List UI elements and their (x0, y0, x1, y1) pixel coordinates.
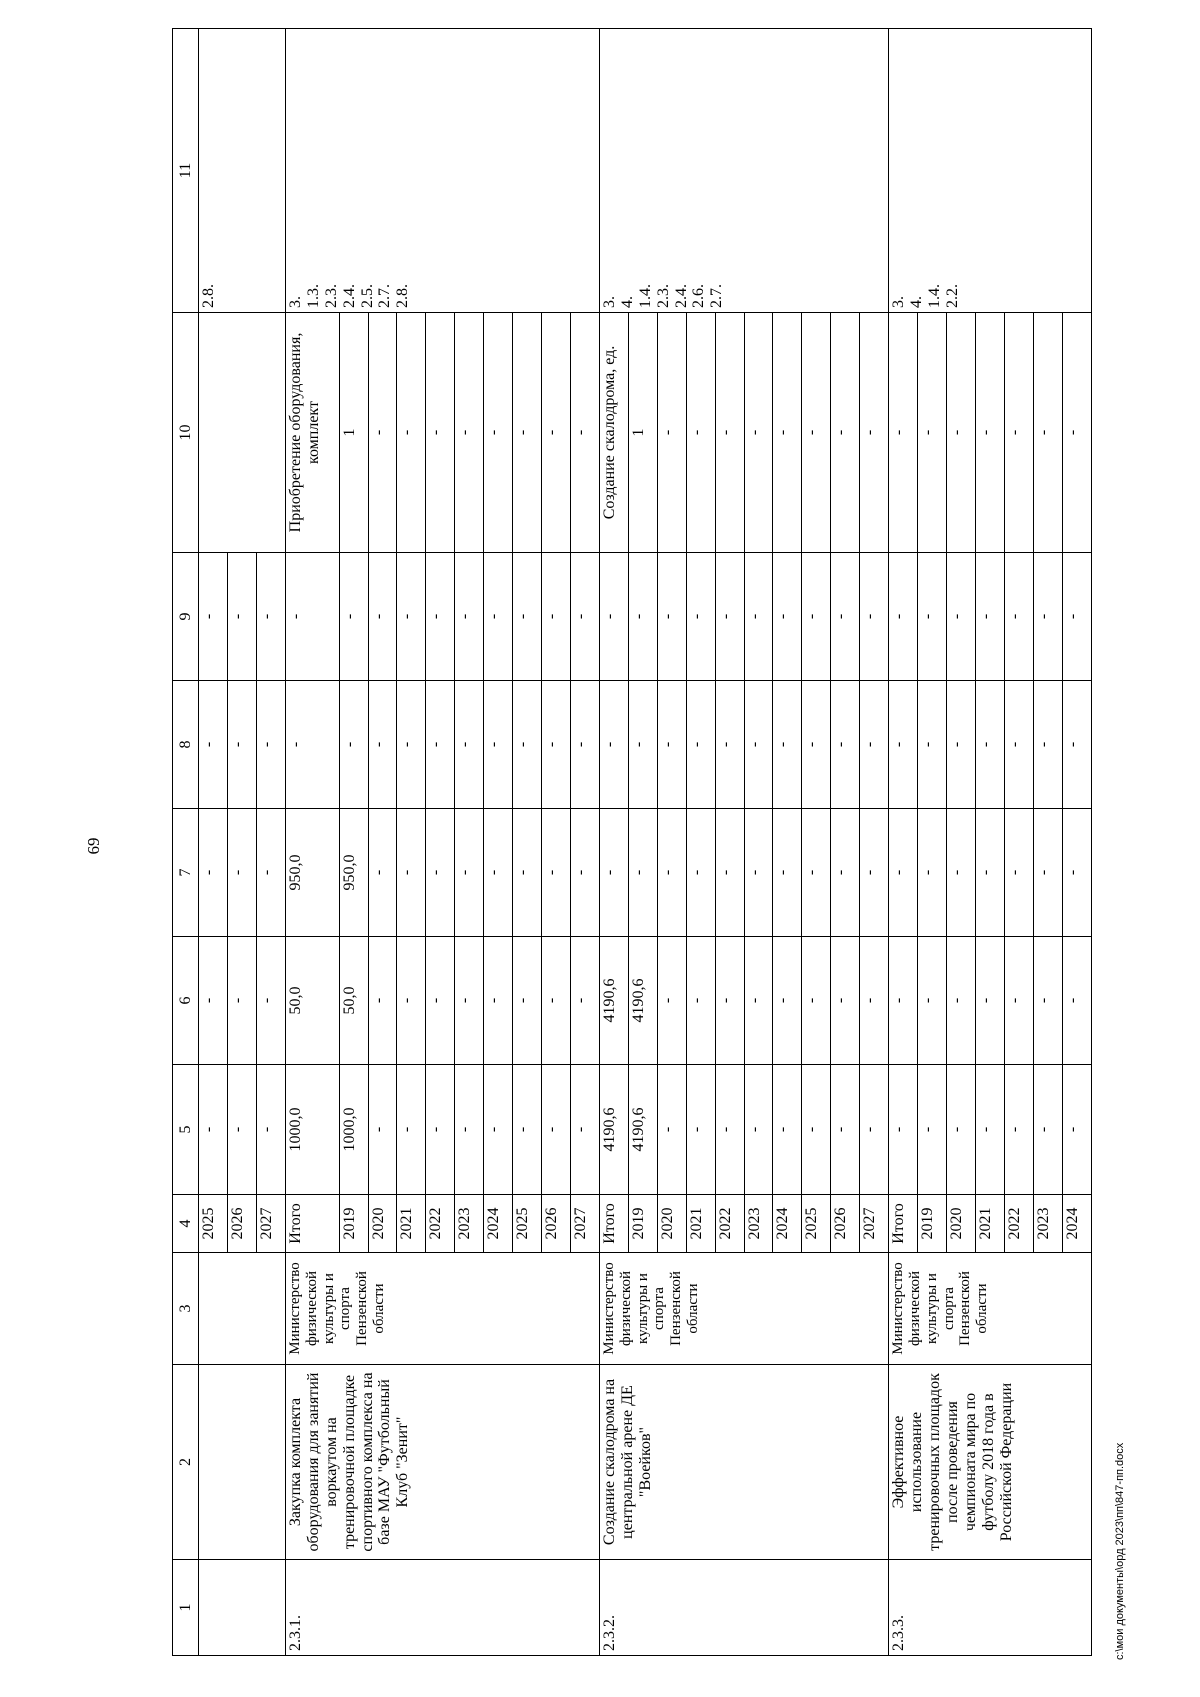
indicator-value-cell: - (542, 313, 571, 553)
table-row (599, 29, 628, 1656)
indicator-value-cell: - (484, 313, 513, 553)
value-cell: - (368, 553, 397, 681)
year-cell: 2024 (1062, 1195, 1091, 1253)
links-cell: 3. 4. 1.4. 2.2. (889, 29, 1092, 313)
value-cell: - (513, 553, 542, 681)
value-cell: - (1033, 681, 1062, 809)
value-cell: - (715, 809, 744, 937)
value-cell: - (542, 1065, 571, 1195)
column-header: 9 (173, 553, 199, 681)
value-cell: - (571, 553, 600, 681)
indicator-value-cell: - (802, 313, 831, 553)
year-cell: 2019 (918, 1195, 947, 1253)
value-cell: - (889, 681, 918, 809)
value-cell: 950,0 (339, 809, 368, 937)
value-cell: - (657, 553, 686, 681)
value-cell: - (199, 1065, 228, 1195)
value-cell: - (542, 553, 571, 681)
value-cell: - (1062, 937, 1091, 1065)
year-cell: 2022 (426, 1195, 455, 1253)
value-cell: 4190,6 (599, 1065, 628, 1195)
value-cell: - (228, 809, 257, 937)
indicator-value-cell: - (831, 313, 860, 553)
value-cell: - (918, 937, 947, 1065)
column-header: 11 (173, 29, 199, 313)
value-cell: - (1062, 681, 1091, 809)
value-cell: - (773, 681, 802, 809)
value-cell: - (860, 809, 889, 937)
value-cell: - (368, 809, 397, 937)
value-cell: - (339, 553, 368, 681)
value-cell: - (599, 553, 628, 681)
year-cell: 2023 (455, 1195, 484, 1253)
value-cell: - (455, 937, 484, 1065)
year-cell: Итого (599, 1195, 628, 1253)
value-cell: - (744, 809, 773, 937)
value-cell: - (831, 553, 860, 681)
value-cell: - (802, 937, 831, 1065)
year-cell: Итого (889, 1195, 918, 1253)
value-cell: 50,0 (285, 937, 339, 1065)
value-cell: - (599, 681, 628, 809)
value-cell: - (744, 937, 773, 1065)
value-cell: - (715, 681, 744, 809)
value-cell: - (918, 553, 947, 681)
value-cell: - (484, 809, 513, 937)
value-cell: - (1004, 681, 1033, 809)
rotated-table-wrapper (172, 39, 1092, 1656)
year-cell: 2020 (368, 1195, 397, 1253)
year-cell: 2024 (484, 1195, 513, 1253)
value-cell: - (1004, 553, 1033, 681)
table-row (199, 29, 228, 1656)
indicator-value-cell: - (715, 313, 744, 553)
item-number-cell: 2.3.3. (889, 1560, 1092, 1656)
value-cell: - (1033, 937, 1062, 1065)
value-cell: - (773, 809, 802, 937)
item-name-cell: Закупка комплекта оборудования для занятий воркаутом на тренировочной площадке спортивного комплекса на базе МАУ "Футбольный Клуб "Зенит" (285, 1365, 599, 1560)
value-cell: - (228, 553, 257, 681)
column-header: 4 (173, 1195, 199, 1253)
value-cell: - (542, 809, 571, 937)
year-cell: 2023 (744, 1195, 773, 1253)
year-cell: 2022 (1004, 1195, 1033, 1253)
column-header: 6 (173, 937, 199, 1065)
value-cell: - (426, 553, 455, 681)
links-cell: 3. 4. 1.4. 2.3. 2.4. 2.6. 2.7. (599, 29, 888, 313)
value-cell: - (571, 937, 600, 1065)
executor-cell (199, 1253, 286, 1365)
value-cell: - (628, 809, 657, 937)
column-header: 7 (173, 809, 199, 937)
value-cell: - (918, 1065, 947, 1195)
column-header: 3 (173, 1253, 199, 1365)
value-cell: - (889, 553, 918, 681)
indicator-value-cell: - (686, 313, 715, 553)
value-cell: - (397, 809, 426, 937)
value-cell: - (918, 681, 947, 809)
value-cell: - (657, 681, 686, 809)
value-cell: - (1033, 1065, 1062, 1195)
value-cell: - (426, 1065, 455, 1195)
value-cell: - (1062, 809, 1091, 937)
item-number-cell: 2.3.1. (285, 1560, 599, 1656)
page-number: 69 (84, 837, 103, 855)
column-header: 8 (173, 681, 199, 809)
value-cell: - (571, 809, 600, 937)
year-cell: 2020 (946, 1195, 975, 1253)
value-cell: - (571, 1065, 600, 1195)
value-cell: 4190,6 (628, 937, 657, 1065)
value-cell: - (1004, 1065, 1033, 1195)
year-cell: 2019 (628, 1195, 657, 1253)
indicator-cell (199, 313, 286, 553)
value-cell: - (1062, 1065, 1091, 1195)
indicator-value-cell: - (1062, 313, 1091, 553)
value-cell: - (802, 681, 831, 809)
indicator-value-cell: - (860, 313, 889, 553)
column-header: 5 (173, 1065, 199, 1195)
value-cell: - (368, 681, 397, 809)
item-name-cell: Создание скалодрома на центральной арене ДЕ "Воейков" (599, 1365, 888, 1560)
value-cell: - (397, 553, 426, 681)
value-cell: - (802, 1065, 831, 1195)
value-cell: - (257, 937, 286, 1065)
value-cell: 50,0 (339, 937, 368, 1065)
value-cell: - (257, 553, 286, 681)
indicator-cell (285, 313, 339, 553)
value-cell: - (484, 681, 513, 809)
value-cell: 950,0 (285, 809, 339, 937)
indicator-value-cell: - (773, 313, 802, 553)
value-cell: 4190,6 (599, 937, 628, 1065)
value-cell: - (455, 809, 484, 937)
value-cell: - (686, 681, 715, 809)
header-row (173, 29, 199, 1656)
year-cell: 2027 (257, 1195, 286, 1253)
year-cell: 2021 (686, 1195, 715, 1253)
year-cell: 2025 (199, 1195, 228, 1253)
value-cell: - (257, 1065, 286, 1195)
indicator-value-cell: - (946, 313, 975, 553)
indicator-name: Создание скалодрома, ед. (600, 345, 618, 520)
year-cell: 2021 (975, 1195, 1004, 1253)
item-name-cell: Эффективное использование тренировочных площадок после проведения чемпионата мира по футболу 2018 года в Российской Федерации (889, 1365, 1092, 1560)
value-cell: - (257, 809, 286, 937)
indicator-value-cell: - (397, 313, 426, 553)
indicator-value-cell: - (1004, 313, 1033, 553)
column-header: 2 (173, 1365, 199, 1560)
value-cell: - (657, 809, 686, 937)
value-cell: - (368, 1065, 397, 1195)
value-cell: - (975, 809, 1004, 937)
value-cell: - (744, 1065, 773, 1195)
year-cell: 2026 (831, 1195, 860, 1253)
table-row (889, 29, 918, 1656)
indicator-value-cell: - (744, 313, 773, 553)
value-cell: - (946, 937, 975, 1065)
footer-file-path: c:\мои документы\орд 2023\пп\847-пп.docx (1114, 1442, 1126, 1660)
executor-cell: Министерство физической культуры и спорта Пензенской области (285, 1253, 599, 1365)
item-name-cell (199, 1365, 286, 1560)
value-cell: - (542, 681, 571, 809)
year-cell: 2027 (860, 1195, 889, 1253)
column-header: 10 (173, 313, 199, 553)
indicator-value-cell: - (455, 313, 484, 553)
value-cell: 1000,0 (285, 1065, 339, 1195)
value-cell: - (542, 937, 571, 1065)
value-cell: 4190,6 (628, 1065, 657, 1195)
value-cell: - (946, 809, 975, 937)
value-cell: - (426, 937, 455, 1065)
value-cell: - (686, 809, 715, 937)
value-cell: - (975, 553, 1004, 681)
indicator-value-cell: 1 (339, 313, 368, 553)
value-cell: - (199, 553, 228, 681)
year-cell: 2024 (773, 1195, 802, 1253)
value-cell: - (1033, 553, 1062, 681)
indicator-value-cell: 1 (628, 313, 657, 553)
year-cell: Итого (285, 1195, 339, 1253)
executor-cell: Министерство физической культуры и спорта Пензенской области (889, 1253, 1092, 1365)
value-cell: - (946, 1065, 975, 1195)
value-cell: - (397, 1065, 426, 1195)
column-header: 1 (173, 1560, 199, 1656)
year-cell: 2020 (657, 1195, 686, 1253)
value-cell: - (802, 553, 831, 681)
links-cell: 2.8. (199, 29, 286, 313)
indicator-value-cell: - (571, 313, 600, 553)
year-cell: 2027 (571, 1195, 600, 1253)
value-cell: - (889, 1065, 918, 1195)
value-cell: - (228, 681, 257, 809)
value-cell: - (397, 681, 426, 809)
value-cell: - (889, 809, 918, 937)
value-cell: - (628, 553, 657, 681)
value-cell: - (228, 1065, 257, 1195)
value-cell: - (455, 681, 484, 809)
value-cell: - (773, 1065, 802, 1195)
year-cell: 2023 (1033, 1195, 1062, 1253)
value-cell: - (368, 937, 397, 1065)
value-cell: - (1004, 937, 1033, 1065)
executor-cell: Министерство физической культуры и спорта Пензенской области (599, 1253, 888, 1365)
indicator-cell (599, 313, 628, 553)
year-cell: 2021 (397, 1195, 426, 1253)
table-body (173, 29, 1092, 1656)
value-cell: - (715, 1065, 744, 1195)
indicator-value-cell: - (657, 313, 686, 553)
program-table (172, 28, 1092, 1656)
value-cell: - (513, 1065, 542, 1195)
value-cell: - (657, 1065, 686, 1195)
value-cell: - (975, 681, 1004, 809)
value-cell: - (831, 681, 860, 809)
value-cell: - (831, 937, 860, 1065)
value-cell: - (860, 553, 889, 681)
value-cell: - (484, 553, 513, 681)
year-cell: 2025 (513, 1195, 542, 1253)
value-cell: - (715, 937, 744, 1065)
value-cell: - (975, 1065, 1004, 1195)
value-cell: - (860, 937, 889, 1065)
value-cell: - (1033, 809, 1062, 937)
value-cell: - (285, 681, 339, 809)
year-cell: 2025 (802, 1195, 831, 1253)
links-cell: 3. 1.3. 2.3. 2.4. 2.5. 2.7. 2.8. (285, 29, 599, 313)
value-cell: - (860, 681, 889, 809)
table-row (285, 29, 339, 1656)
value-cell: - (773, 553, 802, 681)
item-number-cell (199, 1560, 286, 1656)
value-cell: - (946, 681, 975, 809)
value-cell: - (889, 937, 918, 1065)
value-cell: - (1004, 809, 1033, 937)
value-cell: - (599, 809, 628, 937)
indicator-value-cell: - (368, 313, 397, 553)
value-cell: - (744, 553, 773, 681)
value-cell: - (513, 937, 542, 1065)
value-cell: - (686, 937, 715, 1065)
value-cell: - (686, 1065, 715, 1195)
indicator-value-cell: - (918, 313, 947, 553)
value-cell: - (1062, 553, 1091, 681)
value-cell: - (513, 681, 542, 809)
value-cell: - (657, 937, 686, 1065)
value-cell: - (285, 553, 339, 681)
value-cell: - (339, 681, 368, 809)
value-cell: - (199, 809, 228, 937)
value-cell: - (397, 937, 426, 1065)
indicator-value-cell: - (513, 313, 542, 553)
year-cell: 2022 (715, 1195, 744, 1253)
value-cell: - (228, 937, 257, 1065)
value-cell: - (744, 681, 773, 809)
value-cell: - (455, 1065, 484, 1195)
value-cell: - (257, 681, 286, 809)
value-cell: - (831, 809, 860, 937)
value-cell: - (571, 681, 600, 809)
year-cell: 2026 (542, 1195, 571, 1253)
value-cell: - (918, 809, 947, 937)
value-cell: - (455, 553, 484, 681)
year-cell: 2019 (339, 1195, 368, 1253)
value-cell: - (975, 937, 1004, 1065)
value-cell: 1000,0 (339, 1065, 368, 1195)
value-cell: - (860, 1065, 889, 1195)
value-cell: - (199, 937, 228, 1065)
value-cell: - (484, 937, 513, 1065)
indicator-total-value: - (890, 429, 908, 436)
indicator-value-cell: - (975, 313, 1004, 553)
value-cell: - (802, 809, 831, 937)
indicator-value-cell: - (426, 313, 455, 553)
value-cell: - (946, 553, 975, 681)
value-cell: - (628, 681, 657, 809)
value-cell: - (773, 937, 802, 1065)
item-number-cell: 2.3.2. (599, 1560, 888, 1656)
year-cell: 2026 (228, 1195, 257, 1253)
value-cell: - (686, 553, 715, 681)
value-cell: - (199, 681, 228, 809)
indicator-value-cell: - (1033, 313, 1062, 553)
value-cell: - (426, 681, 455, 809)
value-cell: - (426, 809, 455, 937)
indicator-name: Приобретение оборудования, комплект (286, 332, 322, 533)
value-cell: - (715, 553, 744, 681)
indicator-cell (889, 313, 918, 553)
value-cell: - (484, 1065, 513, 1195)
value-cell: - (513, 809, 542, 937)
value-cell: - (831, 1065, 860, 1195)
